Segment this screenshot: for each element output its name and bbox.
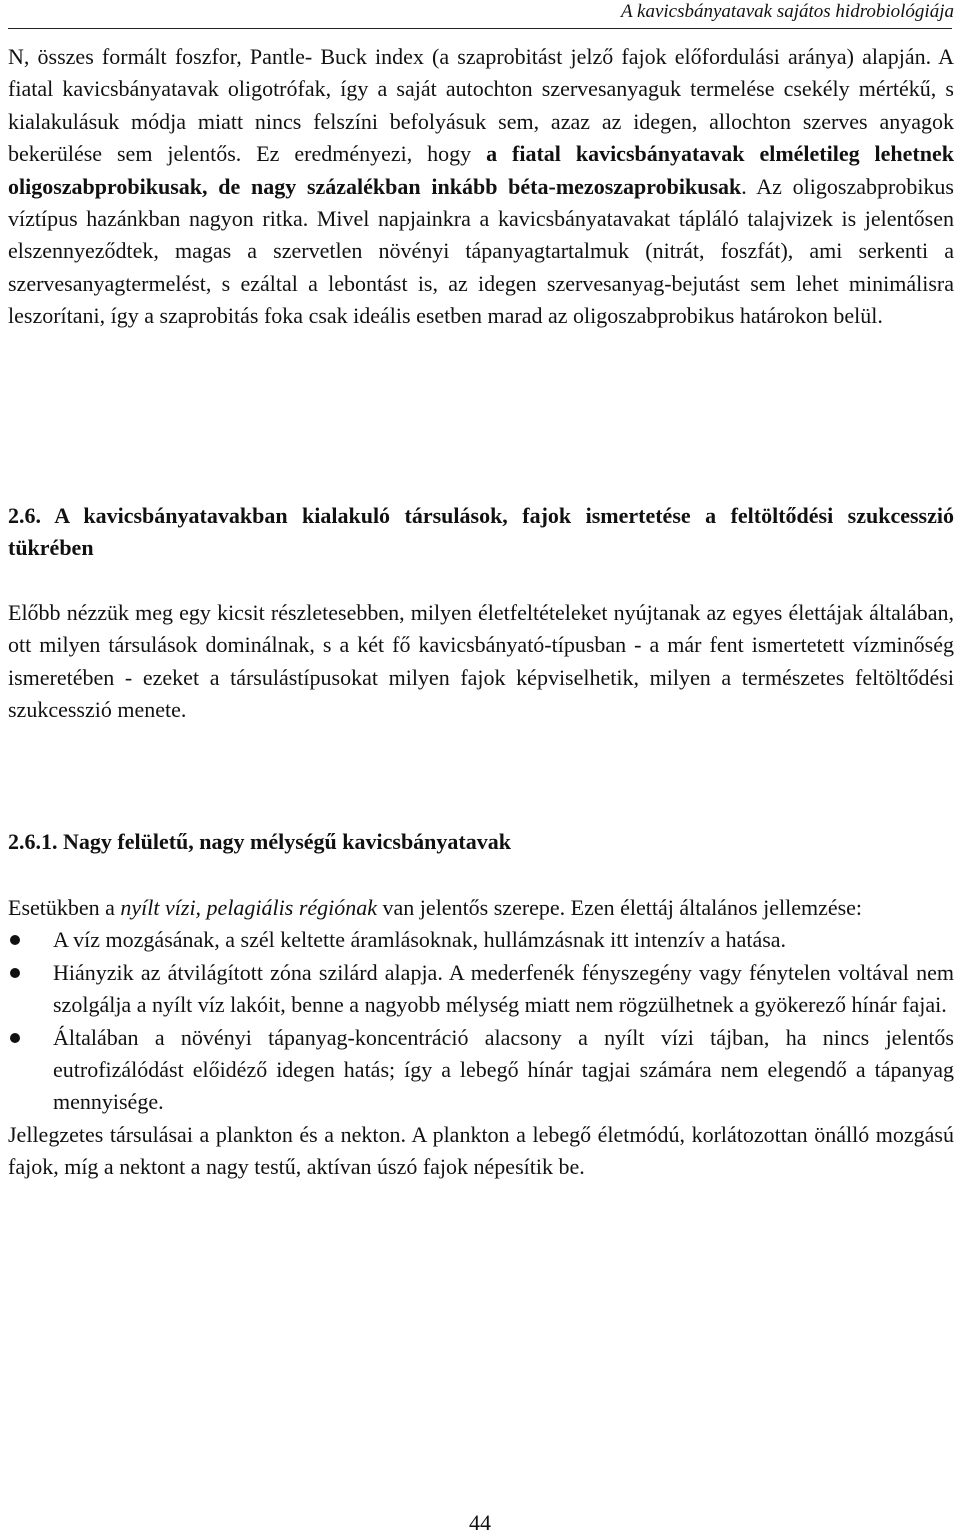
section-2-6-text: Előbb nézzük meg egy kicsit részletesebben, milyen életfeltételeket nyújtanak az egyes élettájak általában, ott milyen társulások dominálnak, s a két fő kavicsbányató-típusban - a már fent ismertetett vízminőség ismeretében - ezeket a társulástípusokat milyen fajok képviselhetik, milyen a természetes feltöltődési szukcesszió menete. — [8, 600, 954, 723]
characteristics-list — [8, 924, 954, 1118]
list-item — [8, 957, 954, 1022]
page-number: 44 — [469, 1510, 491, 1535]
list-item-text: Általában a növényi tápanyag-koncentráció alacsony a nyílt vízi tájban, ha nincs jelentős eutrofizálódást előidéző idegen hatás; így a lebegő hínár tagjai számára nem elegendő a tápanyag mennyisége. — [53, 1024, 954, 1115]
bullet-icon — [10, 968, 20, 978]
intro-sentence-3: . Az oligoszabprobikus víztípus hazánkban nagyon ritka. Mivel napjainkra a kavicsbányatavakat tápláló talajvizek is jelentősen elszennyeződtek, magas a szervetlen növényi tápanyagtartalmuk (nitrát, foszfát), ami serkenti a szervesanyagtermelést, s ezáltal a lebontást is, az idegen szervesanyag-bejutást sem lehet minimálisra leszorítani, így a szaprobitás foka csak ideális esetben marad az oligoszabprobikus határokon belül. — [8, 173, 954, 329]
intro-paragraph — [8, 41, 954, 333]
section-heading-2-6: 2.6. A kavicsbányatavakban kialakuló társulások, fajok ismertetése a feltöltődési szukcesszió tükrében — [8, 503, 954, 561]
bullet-icon — [10, 1033, 20, 1043]
list-item-text: Hiányzik az átvilágított zóna szilárd alapja. A mederfenék fényszegény vagy fénytelen voltával nem szolgálja a nyílt víz lakóit, benne a nagyobb mélység miatt nem rögzülhetnek a gyökerező hínár fajai. — [53, 959, 954, 1018]
section-2-6-1-closing: Jellegzetes társulásai a plankton és a nekton. A plankton a lebegő életmódú, korlátozottan önálló mozgású fajok, míg a nektont a nagy testű, aktívan úszó fajok népesítik be. — [8, 1121, 954, 1180]
section-2-6-paragraph — [8, 597, 954, 727]
list-item — [8, 924, 954, 956]
section-2-6-1-intro — [8, 892, 954, 924]
list-item — [8, 1022, 954, 1119]
running-header: A kavicsbányatavak sajátos hidrobiológiája — [621, 1, 954, 22]
intro-sentence-1: N, összes formált foszfor, Pantle- Buck index (a szaprobitást jelző fajok előfordulási aránya) alapján. — [8, 44, 932, 69]
intro-text-a: Esetükben a — [8, 895, 121, 920]
intro-italic-term: nyílt vízi, pelagiális régiónak — [120, 895, 378, 920]
section-2-6-1-body — [8, 892, 954, 1184]
intro-bold-statement: a fiatal kavicsbányatavak elméletileg lehetnek oligoszabprobikusak, de nagy százalékban inkább béta-mezoszaprobikusak — [8, 141, 954, 199]
list-item-text: A víz mozgásának, a szél keltette áramlásoknak, hullámzásnak itt intenzív a hatása. — [53, 927, 787, 953]
intro-text-b: van jelentős szerepe. Ezen élettáj általános jellemzése: — [377, 895, 863, 920]
section-heading-2-6-1: 2.6.1. Nagy felületű, nagy mélységű kavicsbányatavak — [8, 829, 511, 854]
bullet-icon — [10, 935, 20, 945]
header-rule — [8, 28, 952, 29]
intro-sentence-2: A fiatal kavicsbányatavak oligotrófak, így a saját autochton szervesanyaguk termelése csekély mértékű, s kialakulásuk módja miatt nincs felszíni befolyásuk sem, azaz az idegen, allochton szerves anyagok bekerülése sem jelentős. Ez eredményezi, hogy — [8, 44, 954, 167]
